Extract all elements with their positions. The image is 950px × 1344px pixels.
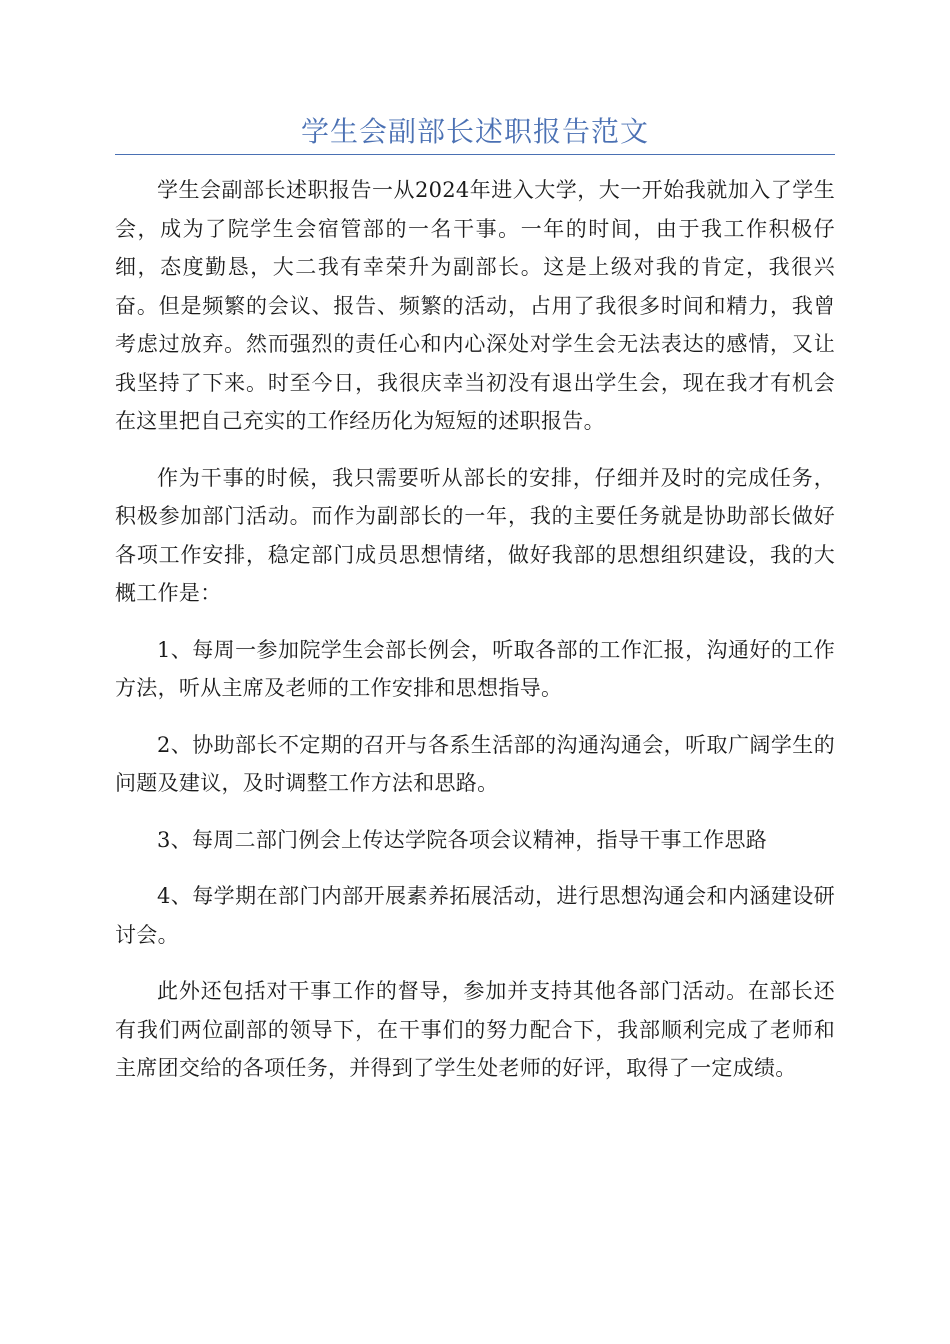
list-item-3: 3、每周二部门例会上传达学院各项会议精神，指导干事工作思路 [157, 827, 768, 852]
list-item-1: 1、每周一参加院学生会部长例会，听取各部的工作汇报，沟通好的工作方法，听从主席及老师的工作安排和思想指导。 [115, 637, 835, 700]
title-underline [115, 154, 835, 155]
paragraph-duties: 作为干事的时候，我只需要听从部长的安排，仔细并及时的完成任务，积极参加部门活动。而作为副部长的一年，我的主要任务就是协助部长做好各项工作安排，稳定部门成员思想情绪，做好我部的思想组织建设，我的大概工作是： [115, 465, 835, 605]
paragraph-summary: 此外还包括对干事工作的督导，参加并支持其他各部门活动。在部长还有我们两位副部的领导下，在干事们的努力配合下，我部顺利完成了老师和主席团交给的各项任务，并得到了学生处老师的好评，取得了一定成绩。 [115, 979, 835, 1080]
paragraph-intro: 学生会副部长述职报告一从2024年进入大学，大一开始我就加入了学生会，成为了院学生会宿管部的一名干事。一年的时间，由于我工作积极仔细，态度勤恳，大二我有幸荣升为副部长。这是上级对我的肯定，我很兴奋。但是频繁的会议、报告、频繁的活动，占用了我很多时间和精力，我曾考虑过放弃。然而强烈的责任心和内心深处对学生会无法表达的感情，又让我坚持了下来。时至今日，我很庆幸当初没有退出学生会，现在我才有机会在这里把自己充实的工作经历化为短短的述职报告。 [115, 178, 835, 433]
list-item-4: 4、每学期在部门内部开展素养拓展活动，进行思想沟通会和内涵建设研讨会。 [115, 884, 835, 947]
document-body [115, 171, 835, 1106]
document-title: 学生会副部长述职报告范文 [300, 115, 649, 148]
list-item-2: 2、协助部长不定期的召开与各系生活部的沟通沟通会，听取广阔学生的问题及建议，及时调整工作方法和思路。 [115, 732, 835, 795]
